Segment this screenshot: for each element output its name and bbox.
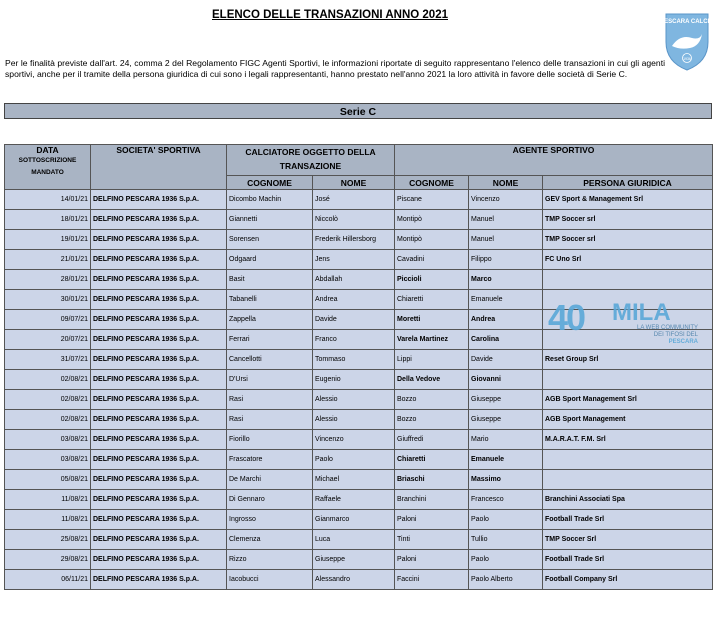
cell-club: DELFINO PESCARA 1936 S.p.A. — [91, 510, 227, 530]
cell-club: DELFINO PESCARA 1936 S.p.A. — [91, 270, 227, 290]
cell-legal-entity: AGB Sport Management Srl — [543, 390, 713, 410]
table-row — [5, 550, 713, 570]
cell-agent-surname: Montipò — [395, 230, 469, 250]
cell-legal-entity — [543, 310, 713, 330]
cell-player-surname: Iacobucci — [227, 570, 313, 590]
header-agent-name: NOME — [469, 176, 543, 190]
table-row — [5, 270, 713, 290]
cell-agent-name: Filippo — [469, 250, 543, 270]
cell-agent-name: Paolo — [469, 550, 543, 570]
cell-club: DELFINO PESCARA 1936 S.p.A. — [91, 250, 227, 270]
cell-date: 20/07/21 — [5, 330, 91, 350]
cell-agent-name: Giovanni — [469, 370, 543, 390]
table-row — [5, 570, 713, 590]
cell-agent-surname: Paloni — [395, 510, 469, 530]
cell-agent-surname: Paloni — [395, 550, 469, 570]
cell-date: 21/01/21 — [5, 250, 91, 270]
cell-agent-surname: Branchini — [395, 490, 469, 510]
header-date — [5, 145, 91, 190]
cell-legal-entity: Branchini Associati Spa — [543, 490, 713, 510]
cell-player-surname: Tabanelli — [227, 290, 313, 310]
cell-player-surname: Giannetti — [227, 210, 313, 230]
cell-player-name: Raffaele — [313, 490, 395, 510]
cell-date: 03/08/21 — [5, 450, 91, 470]
cell-player-name: Alessandro — [313, 570, 395, 590]
cell-legal-entity: TMP Soccer srl — [543, 230, 713, 250]
cell-player-name: Eugenio — [313, 370, 395, 390]
cell-agent-name: Davide — [469, 350, 543, 370]
table-row — [5, 390, 713, 410]
cell-date: 11/08/21 — [5, 510, 91, 530]
header-agent-surname: COGNOME — [395, 176, 469, 190]
cell-agent-name: Paolo Alberto — [469, 570, 543, 590]
table-row — [5, 470, 713, 490]
cell-player-surname: Di Gennaro — [227, 490, 313, 510]
cell-player-surname: Frascatore — [227, 450, 313, 470]
logo-text: PESCARA CALCIO — [660, 19, 714, 25]
cell-club: DELFINO PESCARA 1936 S.p.A. — [91, 450, 227, 470]
cell-agent-surname: Bozzo — [395, 410, 469, 430]
watermark-line2-accent: PESCARA — [668, 339, 698, 345]
cell-club: DELFINO PESCARA 1936 S.p.A. — [91, 310, 227, 330]
cell-player-name: Davide — [313, 310, 395, 330]
cell-date: 19/01/21 — [5, 230, 91, 250]
cell-club: DELFINO PESCARA 1936 S.p.A. — [91, 410, 227, 430]
cell-club: DELFINO PESCARA 1936 S.p.A. — [91, 370, 227, 390]
cell-club: DELFINO PESCARA 1936 S.p.A. — [91, 570, 227, 590]
table-row — [5, 490, 713, 510]
cell-agent-surname: Chiaretti — [395, 290, 469, 310]
cell-date: 25/08/21 — [5, 530, 91, 550]
intro-paragraph: Per le finalità previste dall'art. 24, comma 2 del Regolamento FIGC Agenti Sportivi, le informazioni riportate di seguito rappresentano l'elenco delle transazioni in cui gli agenti sportivi, anche per il tramite della persona giuridica di cui sono i legali rappresentanti, hanno prestato nell'anno 2021 la loro attività in favore delle società di Serie C. — [5, 58, 665, 79]
cell-date: 09/07/21 — [5, 310, 91, 330]
cell-agent-name: Massimo — [469, 470, 543, 490]
cell-player-surname: De Marchi — [227, 470, 313, 490]
cell-player-name: Paolo — [313, 450, 395, 470]
cell-player-name: Vincenzo — [313, 430, 395, 450]
header-legal-entity: PERSONA GIURIDICA — [543, 176, 713, 190]
cell-agent-surname: Tinti — [395, 530, 469, 550]
table-row — [5, 510, 713, 530]
cell-legal-entity — [543, 270, 713, 290]
table-row — [5, 450, 713, 470]
cell-agent-name: Manuel — [469, 210, 543, 230]
cell-player-surname: Zappella — [227, 310, 313, 330]
cell-legal-entity — [543, 330, 713, 350]
header-agent: AGENTE SPORTIVO — [395, 145, 713, 176]
cell-date: 03/08/21 — [5, 430, 91, 450]
header-date-title: DATA — [36, 145, 59, 155]
cell-date: 05/08/21 — [5, 470, 91, 490]
table-row — [5, 210, 713, 230]
cell-player-surname: Ingrosso — [227, 510, 313, 530]
cell-player-surname: Dicombo Machin — [227, 190, 313, 210]
cell-club: DELFINO PESCARA 1936 S.p.A. — [91, 430, 227, 450]
cell-legal-entity: TMP Soccer srl — [543, 210, 713, 230]
cell-club: DELFINO PESCARA 1936 S.p.A. — [91, 290, 227, 310]
cell-player-name: Frederik Hillersborg — [313, 230, 395, 250]
cell-club: DELFINO PESCARA 1936 S.p.A. — [91, 230, 227, 250]
logo-year: 1936 — [683, 57, 691, 61]
watermark-number: 40 — [548, 297, 585, 338]
cell-date: 02/08/21 — [5, 410, 91, 430]
cell-player-name: Franco — [313, 330, 395, 350]
cell-agent-name: Francesco — [469, 490, 543, 510]
cell-agent-surname: Cavadini — [395, 250, 469, 270]
cell-legal-entity — [543, 370, 713, 390]
cell-agent-name: Marco — [469, 270, 543, 290]
pescara-calcio-logo — [660, 12, 714, 72]
table-row — [5, 330, 713, 350]
cell-agent-name: Mario — [469, 430, 543, 450]
cell-agent-surname: Chiaretti — [395, 450, 469, 470]
cell-player-surname: Clemenza — [227, 530, 313, 550]
cell-agent-surname: Bozzo — [395, 390, 469, 410]
cell-agent-name: Giuseppe — [469, 410, 543, 430]
cell-legal-entity: Football Company Srl — [543, 570, 713, 590]
cell-agent-name: Andrea — [469, 310, 543, 330]
cell-club: DELFINO PESCARA 1936 S.p.A. — [91, 350, 227, 370]
cell-agent-surname: Della Vedove — [395, 370, 469, 390]
cell-player-name: José — [313, 190, 395, 210]
cell-agent-name: Paolo — [469, 510, 543, 530]
cell-club: DELFINO PESCARA 1936 S.p.A. — [91, 490, 227, 510]
cell-date: 11/08/21 — [5, 490, 91, 510]
cell-player-surname: Fiorillo — [227, 430, 313, 450]
cell-legal-entity — [543, 290, 713, 310]
cell-date: 02/08/21 — [5, 390, 91, 410]
cell-date: 28/01/21 — [5, 270, 91, 290]
table-row — [5, 250, 713, 270]
cell-agent-surname: Lippi — [395, 350, 469, 370]
cell-club: DELFINO PESCARA 1936 S.p.A. — [91, 390, 227, 410]
cell-player-surname: Rizzo — [227, 550, 313, 570]
cell-legal-entity: TMP Soccer Srl — [543, 530, 713, 550]
cell-agent-name: Manuel — [469, 230, 543, 250]
cell-legal-entity: Reset Group Srl — [543, 350, 713, 370]
cell-player-name: Luca — [313, 530, 395, 550]
header-player-name: NOME — [313, 176, 395, 190]
cell-player-name: Tommaso — [313, 350, 395, 370]
table-row — [5, 310, 713, 330]
header-player-surname: COGNOME — [227, 176, 313, 190]
cell-agent-name: Carolina — [469, 330, 543, 350]
table-row — [5, 190, 713, 210]
cell-club: DELFINO PESCARA 1936 S.p.A. — [91, 530, 227, 550]
cell-player-name: Andrea — [313, 290, 395, 310]
cell-agent-surname: Montipò — [395, 210, 469, 230]
table-row — [5, 370, 713, 390]
cell-player-surname: Rasi — [227, 410, 313, 430]
cell-legal-entity — [543, 450, 713, 470]
cell-date: 29/08/21 — [5, 550, 91, 570]
cell-legal-entity: M.A.R.A.T. F.M. Srl — [543, 430, 713, 450]
cell-player-surname: Cancellotti — [227, 350, 313, 370]
cell-agent-name: Emanuele — [469, 290, 543, 310]
table-row — [5, 350, 713, 370]
cell-legal-entity: GEV Sport & Management Srl — [543, 190, 713, 210]
cell-agent-name: Tullio — [469, 530, 543, 550]
table-row — [5, 430, 713, 450]
cell-player-name: Alessio — [313, 410, 395, 430]
cell-player-surname: Rasi — [227, 390, 313, 410]
table-row — [5, 410, 713, 430]
cell-agent-surname: Moretti — [395, 310, 469, 330]
cell-player-name: Alessio — [313, 390, 395, 410]
table-row — [5, 530, 713, 550]
cell-player-name: Michael — [313, 470, 395, 490]
cell-date: 18/01/21 — [5, 210, 91, 230]
cell-player-surname: Basit — [227, 270, 313, 290]
cell-agent-surname: Faccini — [395, 570, 469, 590]
cell-player-surname: Sorensen — [227, 230, 313, 250]
header-club: SOCIETA' SPORTIVA — [91, 145, 227, 190]
cell-agent-surname: Giuffredi — [395, 430, 469, 450]
cell-player-surname: Odgaard — [227, 250, 313, 270]
table-row — [5, 230, 713, 250]
cell-player-name: Gianmarco — [313, 510, 395, 530]
cell-date: 31/07/21 — [5, 350, 91, 370]
cell-club: DELFINO PESCARA 1936 S.p.A. — [91, 190, 227, 210]
header-player: CALCIATORE OGGETTO DELLA TRANSAZIONE — [227, 145, 395, 176]
cell-player-surname: Ferrari — [227, 330, 313, 350]
watermark-line1: LA WEB COMMUNITY — [636, 325, 698, 331]
cell-player-name: Jens — [313, 250, 395, 270]
watermark-word: MILA — [612, 299, 671, 326]
cell-date: 14/01/21 — [5, 190, 91, 210]
cell-date: 06/11/21 — [5, 570, 91, 590]
cell-date: 30/01/21 — [5, 290, 91, 310]
table-row — [5, 290, 713, 310]
document-title: ELENCO DELLE TRANSAZIONI ANNO 2021 — [212, 9, 448, 21]
cell-legal-entity: Football Trade Srl — [543, 510, 713, 530]
cell-legal-entity: FC Uno Srl — [543, 250, 713, 270]
cell-legal-entity: Football Trade Srl — [543, 550, 713, 570]
cell-player-name: Abdallah — [313, 270, 395, 290]
cell-agent-name: Emanuele — [469, 450, 543, 470]
cell-agent-surname: Briaschi — [395, 470, 469, 490]
cell-agent-name: Giuseppe — [469, 390, 543, 410]
cell-agent-name: Vincenzo — [469, 190, 543, 210]
cell-club: DELFINO PESCARA 1936 S.p.A. — [91, 470, 227, 490]
watermark-line2-pre: DEI TIFOSI DEL — [653, 332, 698, 338]
cell-club: DELFINO PESCARA 1936 S.p.A. — [91, 210, 227, 230]
cell-agent-surname: Varela Martinez — [395, 330, 469, 350]
cell-club: DELFINO PESCARA 1936 S.p.A. — [91, 330, 227, 350]
cell-agent-surname: Piscane — [395, 190, 469, 210]
cell-player-surname: D'Ursi — [227, 370, 313, 390]
cell-agent-surname: Piccioli — [395, 270, 469, 290]
section-header: Serie C — [4, 103, 712, 119]
cell-date: 02/08/21 — [5, 370, 91, 390]
cell-legal-entity: AGB Sport Management — [543, 410, 713, 430]
cell-player-name: Niccolò — [313, 210, 395, 230]
transactions-table — [4, 144, 713, 590]
cell-player-name: Giuseppe — [313, 550, 395, 570]
cell-legal-entity — [543, 470, 713, 490]
header-date-sub: SOTTOSCRIZIONE MANDATO — [18, 157, 77, 176]
cell-club: DELFINO PESCARA 1936 S.p.A. — [91, 550, 227, 570]
